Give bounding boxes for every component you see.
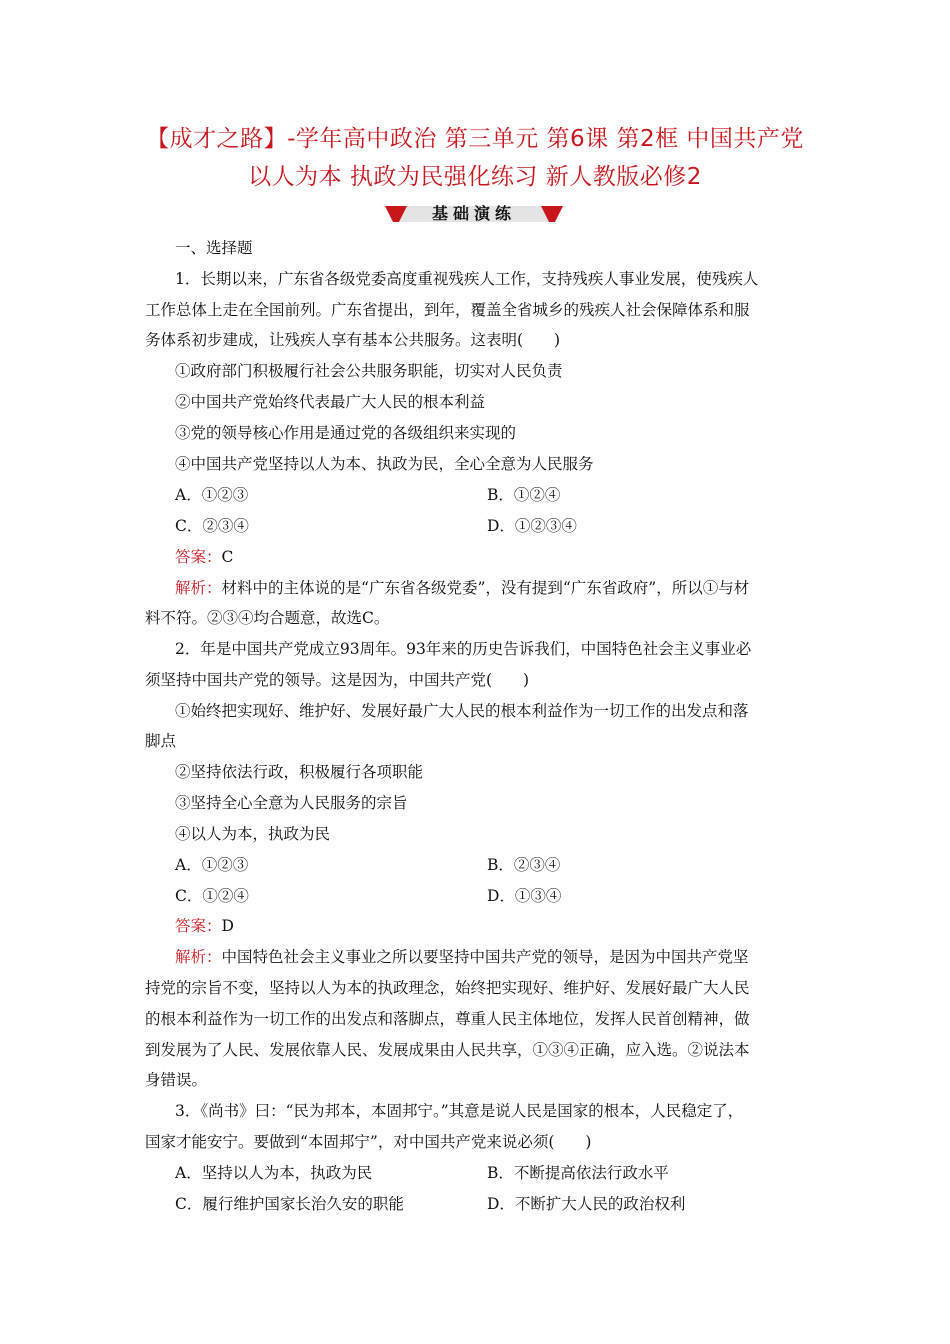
q2-analysis-line: 身错误。 — [145, 1071, 208, 1089]
q2-item: ③坚持全心全意为人民服务的宗旨 — [175, 794, 408, 812]
q1-stem-line: 工作总体上走在全国前列。广东省提出，到年，覆盖全省城乡的残疾人社会保障体系和服 — [145, 301, 750, 319]
q2-item: ④以人为本，执政为民 — [175, 825, 331, 843]
q1-option-b: B．①②④ — [487, 486, 561, 504]
q2-item: 脚点 — [145, 732, 177, 750]
q2-answer — [175, 916, 234, 936]
document-title-line2: 以人为本 执政为民强化练习 新人教版必修2 — [248, 164, 702, 190]
q3-stem-line: 3．《尚书》曰：“民为邦本，本固邦宁。”其意是说人民是国家的根本，人民稳定了， — [175, 1102, 744, 1120]
q2-option-c: C．①②④ — [175, 887, 249, 905]
q2-item: ②坚持依法行政，积极履行各项职能 — [175, 763, 424, 781]
q1-answer-value: C — [221, 548, 234, 566]
q2-analysis-label: 解析： — [175, 948, 222, 966]
q1-option-c: C．②③④ — [175, 517, 249, 535]
q1-analysis-line: 料不符。②③④均合题意，故选C。 — [145, 609, 390, 627]
q1-item: ②中国共产党始终代表最广大人民的根本利益 — [175, 393, 486, 411]
q2-option-d: D．①③④ — [487, 887, 562, 905]
q2-stem-line: 须坚持中国共产党的领导。这是因为，中国共产党( ) — [145, 671, 530, 689]
q1-analysis-label: 解析： — [175, 579, 222, 597]
q3-stem-line: 国家才能安宁。要做到“本固邦宁”，对中国共产党来说必须( ) — [145, 1133, 592, 1151]
q2-analysis — [175, 947, 749, 967]
q3-option-c: C．履行维护国家长治久安的职能 — [175, 1195, 404, 1213]
q2-analysis-line: 持党的宗旨不变，坚持以人为本的执政理念，始终把实现好、维护好、发展好最广大人民 — [145, 979, 750, 997]
q2-analysis-line: 的根本利益作为一切工作的出发点和落脚点，尊重人民主体地位，发挥人民首创精神，做 — [145, 1010, 750, 1028]
q2-stem-line: 2．年是中国共产党成立93周年。93年来的历史告诉我们，中国特色社会主义事业必 — [175, 640, 752, 658]
q1-analysis-text: 材料中的主体说的是“广东省各级党委”，没有提到“广东省政府”，所以①与材 — [221, 579, 750, 597]
q3-option-b: B．不断提高依法行政水平 — [487, 1164, 669, 1182]
q2-analysis-line: 到发展为了人民、发展依靠人民、发展成果由人民共享，①③④正确，应入选。②说法本 — [145, 1041, 750, 1059]
q1-item: ①政府部门积极履行社会公共服务职能，切实对人民负责 — [175, 362, 563, 380]
q1-stem-line: 务体系初步建成，让残疾人享有基本公共服务。这表明( ) — [145, 331, 561, 349]
q1-option-a: A．①②③ — [175, 486, 249, 504]
q2-answer-value: D — [221, 917, 234, 935]
q1-answer-label: 答案： — [175, 548, 222, 566]
q2-answer-label: 答案： — [175, 917, 222, 935]
q1-option-d: D．①②③④ — [487, 517, 577, 535]
q2-option-a: A．①②③ — [175, 856, 249, 874]
section-banner-label: 基础演练 — [431, 204, 516, 223]
q1-answer — [175, 547, 233, 567]
q2-analysis-text: 中国特色社会主义事业之所以要坚持中国共产党的领导，是因为中国共产党坚 — [221, 948, 749, 966]
section-heading: 一、选择题 — [175, 239, 253, 257]
q1-stem-line: 1．长期以来，广东省各级党委高度重视残疾人工作，支持残疾人事业发展，使残疾人 — [175, 270, 759, 288]
q2-item: ①始终把实现好、维护好、发展好最广大人民的根本利益作为一切工作的出发点和落 — [175, 702, 749, 720]
q1-analysis — [175, 578, 749, 598]
q1-item: ④中国共产党坚持以人为本、执政为民，全心全意为人民服务 — [175, 455, 594, 473]
q3-option-a: A．坚持以人为本，执政为民 — [175, 1164, 373, 1182]
q1-item: ③党的领导核心作用是通过党的各级组织来实现的 — [175, 424, 517, 442]
q2-option-b: B．②③④ — [487, 856, 561, 874]
document-title-line1: 【成才之路】-学年高中政治 第三单元 第6课 第2框 中国共产党 — [146, 126, 804, 152]
q3-option-d: D．不断扩大人民的政治权利 — [487, 1195, 686, 1213]
